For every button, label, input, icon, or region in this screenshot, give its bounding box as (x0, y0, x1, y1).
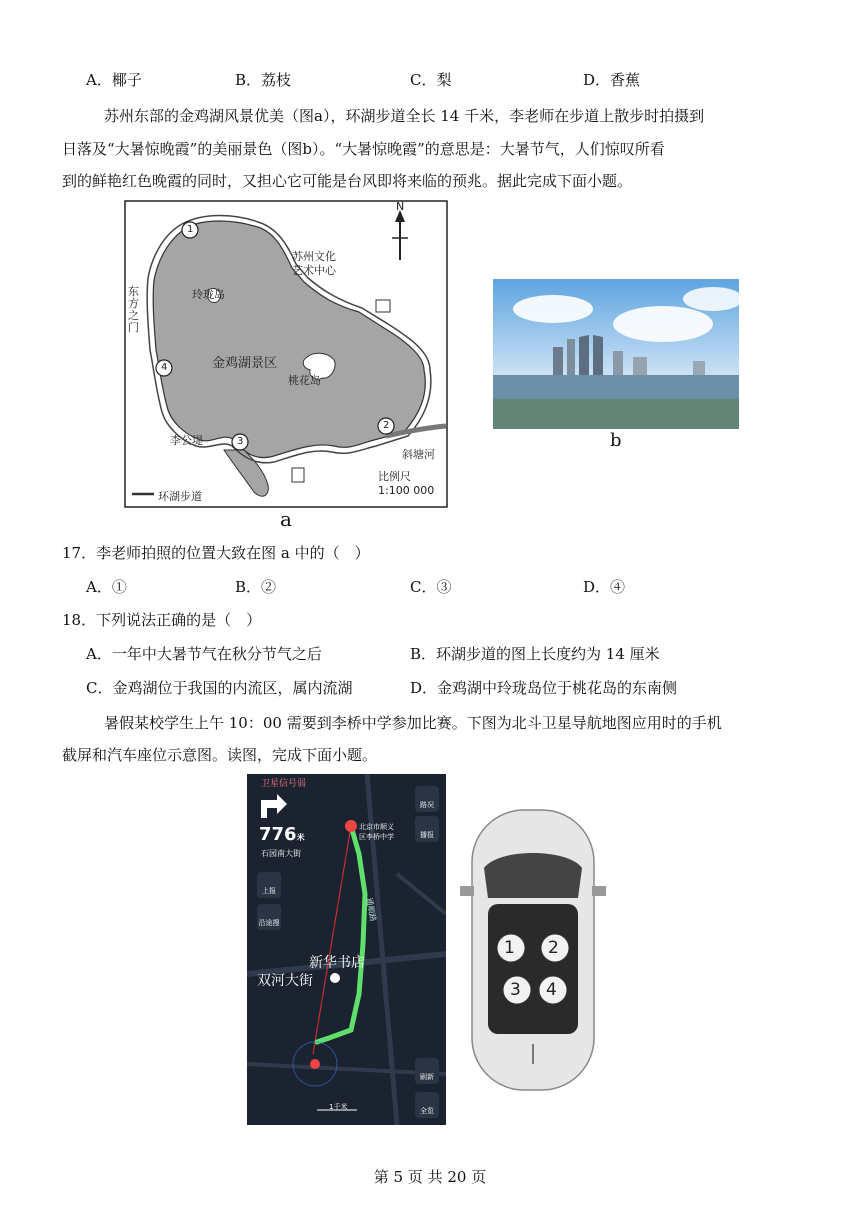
destination-label: 北京市顺义 区李桥中学 (359, 823, 394, 841)
destination-pin (345, 820, 357, 832)
road (397, 874, 446, 914)
q17-option-b: B．② (235, 578, 277, 596)
passage2-line2: 截屏和汽车座位示意图。读图，完成下面小题。 (62, 746, 378, 764)
q17-option-c: C．③ (410, 578, 452, 596)
q16-option-b: B．荔枝 (235, 71, 292, 89)
seat-4-label: 4 (546, 980, 557, 1000)
passage1-line3: 到的鲜艳红色晚霞的同时，又担心它可能是台风即将来临的预兆。据此完成下面小题。 (62, 172, 633, 190)
q17-option-a: A．① (86, 578, 127, 596)
seat-3-label: 3 (510, 980, 521, 1000)
passage1-line1: 苏州东部的金鸡湖风景优美（图a），环湖步道全长 14 千米，李老师在步道上散步时拍摄到 (104, 107, 705, 125)
signal-warning: 卫星信号弱 (261, 779, 307, 789)
q16-option-c: C．梨 (410, 71, 452, 89)
art-center-label-1: 苏州文化 (292, 250, 336, 263)
overview-button[interactable]: 全览 (415, 1092, 439, 1118)
seat-1-label: 1 (504, 938, 515, 958)
taohua-label: 桃花岛 (288, 374, 321, 387)
car-position-icon (310, 1059, 320, 1069)
left-mirror (460, 886, 474, 896)
river-label: 斜塘河 (402, 448, 435, 461)
caption-a: a (280, 507, 292, 531)
cloud (613, 306, 713, 342)
scale-value: 1:100 000 (378, 484, 435, 497)
cabin (488, 904, 578, 1034)
route-path (317, 826, 365, 1042)
store-label: 新华书店 (309, 955, 365, 971)
scale-title: 比例尺 (378, 470, 411, 483)
map-figure-a: N 1 2 3 4 苏州文化 艺术中心 玲珑岛 桃花岛 金鸡湖景区 东 方 之 门 李公堤 斜塘河 比例尺 1:100 000 环湖步道 (124, 200, 448, 508)
store-dot (330, 973, 340, 983)
search-along-button[interactable]: 沿途搜 (257, 904, 281, 930)
passage2-line1: 暑假某校学生上午 10：00 需要到李桥中学参加比赛。下图为北斗卫星导航地图应用时的手机 (104, 714, 722, 732)
distance-value: 776米 (259, 824, 305, 845)
q17-stem: 17．李老师拍照的位置大致在图 a 中的（ ） (62, 544, 370, 562)
q16-option-a: A．椰子 (86, 71, 142, 89)
page-footer: 第 5 页 共 20 页 (373, 1168, 487, 1186)
caption-b: b (610, 430, 622, 451)
direct-line (313, 826, 351, 1054)
street-name: 石园南大街 (261, 849, 301, 858)
lotus-leaves (493, 399, 739, 429)
ligongdi-label: 李公堤 (170, 434, 203, 447)
q16-option-d: D．香蕉 (583, 71, 641, 89)
passage1-line2: 日落及“大暑惊晚霞”的美丽景色（图b）。“大暑惊晚霞”的意思是：大暑节气，人们惊叹所看 (62, 140, 665, 158)
legend-label: 环湖步道 (158, 490, 202, 503)
car-seat-figure (458, 808, 608, 1092)
windshield (484, 853, 582, 898)
voice-button[interactable]: 播报 (415, 816, 439, 842)
phone-navigation-screenshot (247, 774, 446, 1125)
scenic-label: 金鸡湖景区 (212, 356, 278, 371)
art-center-label-2: 艺术中心 (292, 264, 336, 277)
q18-option-d: D．金鸡湖中玲珑岛位于桃花岛的东南侧 (410, 679, 678, 697)
map-scale: 1千米 (329, 1103, 348, 1111)
traffic-button[interactable]: 路况 (415, 786, 439, 812)
right-mirror (592, 886, 606, 896)
map-svg (124, 200, 448, 508)
refresh-button[interactable]: 刷新 (415, 1058, 439, 1084)
seat-2-label: 2 (548, 938, 559, 958)
north-label: N (396, 200, 405, 213)
report-button[interactable]: 上报 (257, 872, 281, 898)
q18-option-b: B．环湖步道的图上长度约为 14 厘米 (410, 645, 660, 663)
avenue-label: 双河大街 (257, 973, 313, 989)
photo-figure-b (493, 279, 739, 429)
cloud (513, 295, 593, 323)
turn-right-icon (261, 794, 287, 818)
q17-option-d: D．④ (583, 578, 626, 596)
road-label: 通顺路 (364, 896, 378, 923)
q18-option-a: A．一年中大暑节气在秋分节气之后 (86, 645, 322, 663)
q18-stem: 18．下列说法正确的是（ ） (62, 611, 262, 629)
q18-option-c: C．金鸡湖位于我国的内流区，属内流湖 (86, 679, 353, 697)
east-gate-label: 东 方 之 门 (128, 285, 139, 334)
linglong-label: 玲珑岛 (192, 288, 225, 301)
